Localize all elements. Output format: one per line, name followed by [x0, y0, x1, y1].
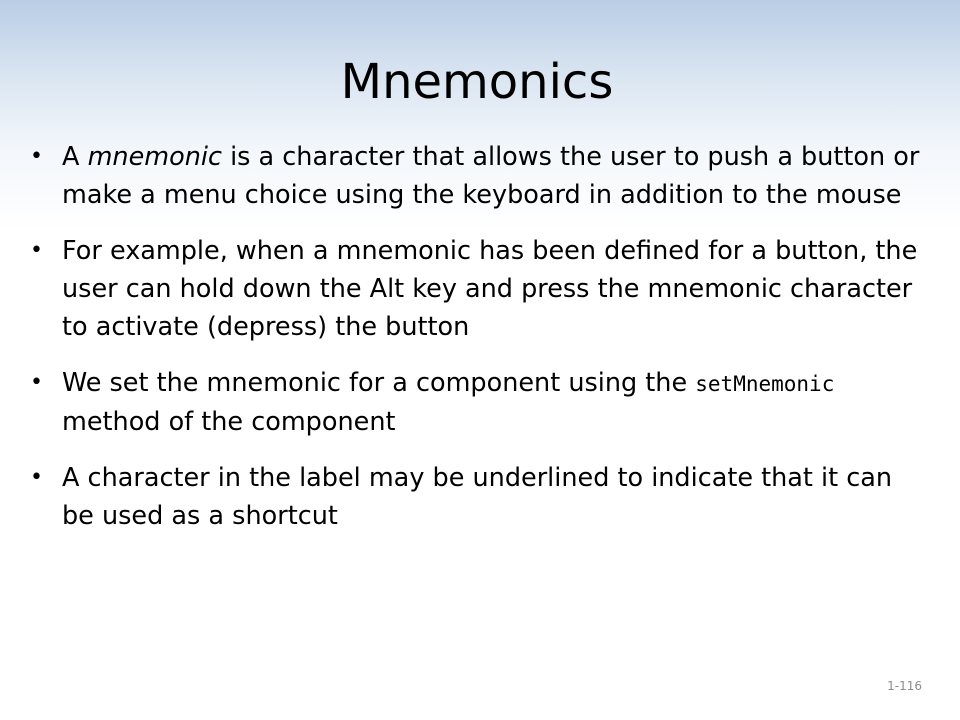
- bullet-item: [28, 232, 928, 346]
- bullet-list: [28, 138, 928, 553]
- bullet-text-post: method of the component: [62, 407, 396, 437]
- bullet-emphasis: mnemonic: [87, 142, 222, 172]
- bullet-icon: •: [30, 238, 43, 263]
- bullet-text-pre: A: [62, 142, 88, 172]
- bullet-text: For example, when a mnemonic has been defined for a button, the user can hold down the Alt key and press the mnemonic character to activate (depress) the button: [62, 236, 918, 342]
- bullet-text-pre: We set the mnemonic for a component using the: [62, 368, 696, 398]
- bullet-item: [28, 138, 928, 214]
- bullet-icon: •: [30, 370, 43, 395]
- bullet-text: A character in the label may be underlined to indicate that it can be used as a shortcut: [62, 463, 893, 531]
- page-number: 1-116: [887, 679, 922, 693]
- bullet-text-post: is a character that allows the user to push a button or make a menu choice using the keyboard in addition to the mouse: [62, 142, 920, 210]
- code-method-name: setMnemonic: [695, 372, 835, 396]
- bullet-item: [28, 459, 928, 535]
- bullet-icon: •: [30, 465, 43, 490]
- bullet-item: [28, 364, 928, 441]
- bullet-icon: •: [30, 144, 43, 169]
- slide-title: Mnemonics: [340, 54, 614, 110]
